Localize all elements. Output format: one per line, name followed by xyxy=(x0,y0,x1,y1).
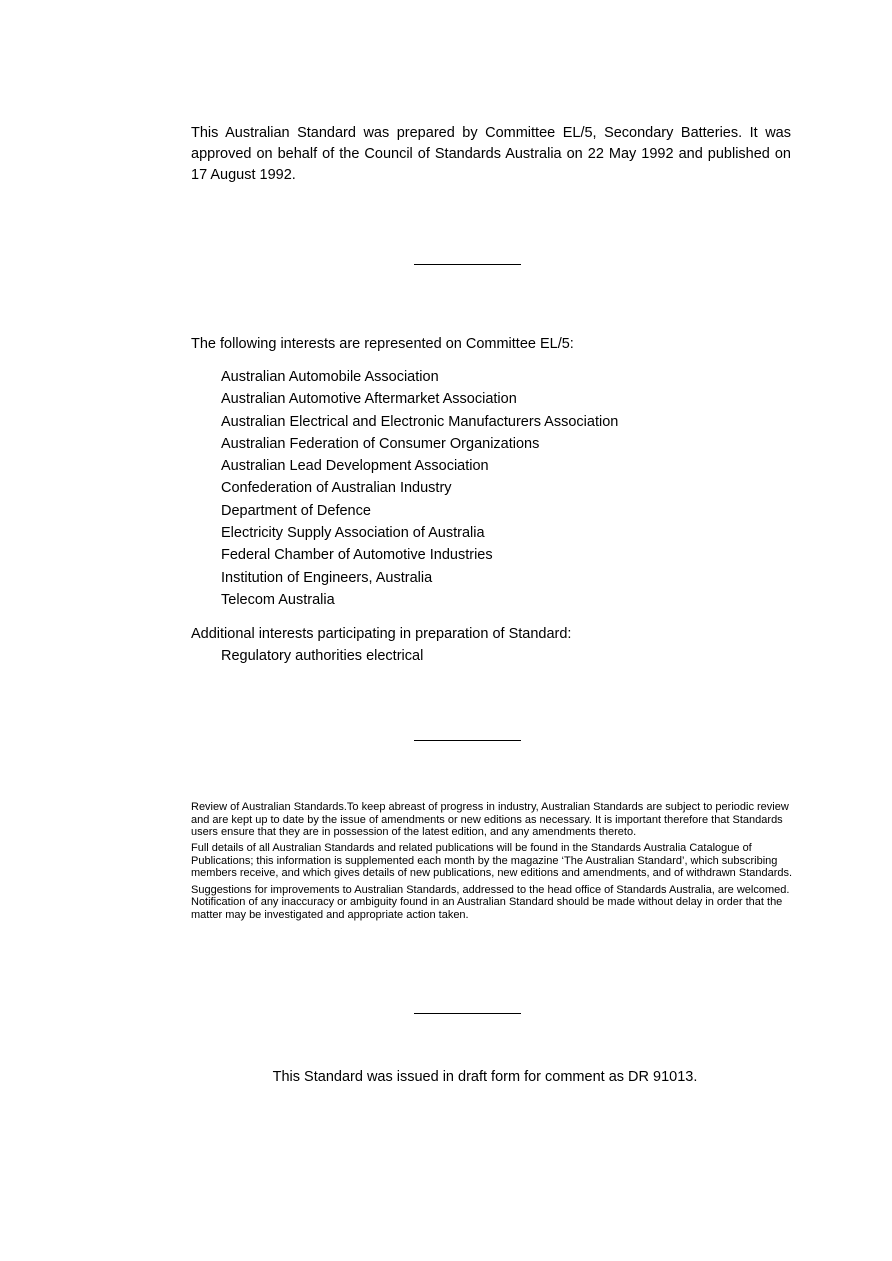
section-divider xyxy=(414,740,521,741)
list-item: Australian Automotive Aftermarket Association xyxy=(221,391,517,408)
list-item: Telecom Australia xyxy=(221,591,335,608)
approval-statement: This Australian Standard was prepared by Committee EL/5, Secondary Batteries. It was approved on behalf of the Council of Standards Australia on 22 May 1992 and published on 17 August 1992. xyxy=(191,125,791,183)
list-item: Institution of Engineers, Australia xyxy=(221,569,433,586)
list-item: Regulatory authorities electrical xyxy=(221,648,424,664)
committee-interests-list xyxy=(221,366,618,611)
suggestions-note: Suggestions for improvements to Australian Standards, addressed to the head office of Standards Australia, are welcomed. Notification of any inaccuracy or ambiguity found in an Australian Standard should be made without delay in order that the matter may be investigated and appropriate action taken. xyxy=(191,883,790,921)
section-divider xyxy=(414,264,521,265)
section-divider xyxy=(414,1013,521,1014)
list-item: Australian Lead Development Association xyxy=(221,458,489,475)
list-item: Electricity Supply Association of Australia xyxy=(221,525,485,542)
list-item: Confederation of Australian Industry xyxy=(221,480,452,497)
additional-interests-list xyxy=(221,645,423,667)
standards-notes xyxy=(191,801,797,925)
draft-note: This Standard was issued in draft form for comment as DR 91013. xyxy=(272,1069,698,1085)
committee-interests-heading: The following interests are represented on Committee EL/5: xyxy=(191,336,574,352)
list-item: Federal Chamber of Automotive Industries xyxy=(221,547,493,564)
review-note: Review of Australian Standards.To keep abreast of progress in industry, Australian Standards are subject to periodic review and are kept up to date by the issue of amendments or new editions as necessary. It is important therefore that Standards users ensure that they are in possession of the latest edition, and any amendments thereto. xyxy=(191,801,789,839)
list-item: Australian Electrical and Electronic Manufacturers Association xyxy=(221,413,619,430)
list-item: Australian Federation of Consumer Organizations xyxy=(221,435,540,452)
additional-interests-heading: Additional interests participating in preparation of Standard: xyxy=(191,626,572,642)
list-item: Australian Automobile Association xyxy=(221,369,439,385)
list-item: Department of Defence xyxy=(221,502,371,519)
catalogue-note: Full details of all Australian Standards and related publications will be found in the Standards Australia Catalogue of Publications; this information is supplemented each month by the magazine ‘The Australian Standard’, which subscribing members receive, and which gives details of new publications, new editions and amendments, and of withdrawn Standards. xyxy=(191,842,793,880)
